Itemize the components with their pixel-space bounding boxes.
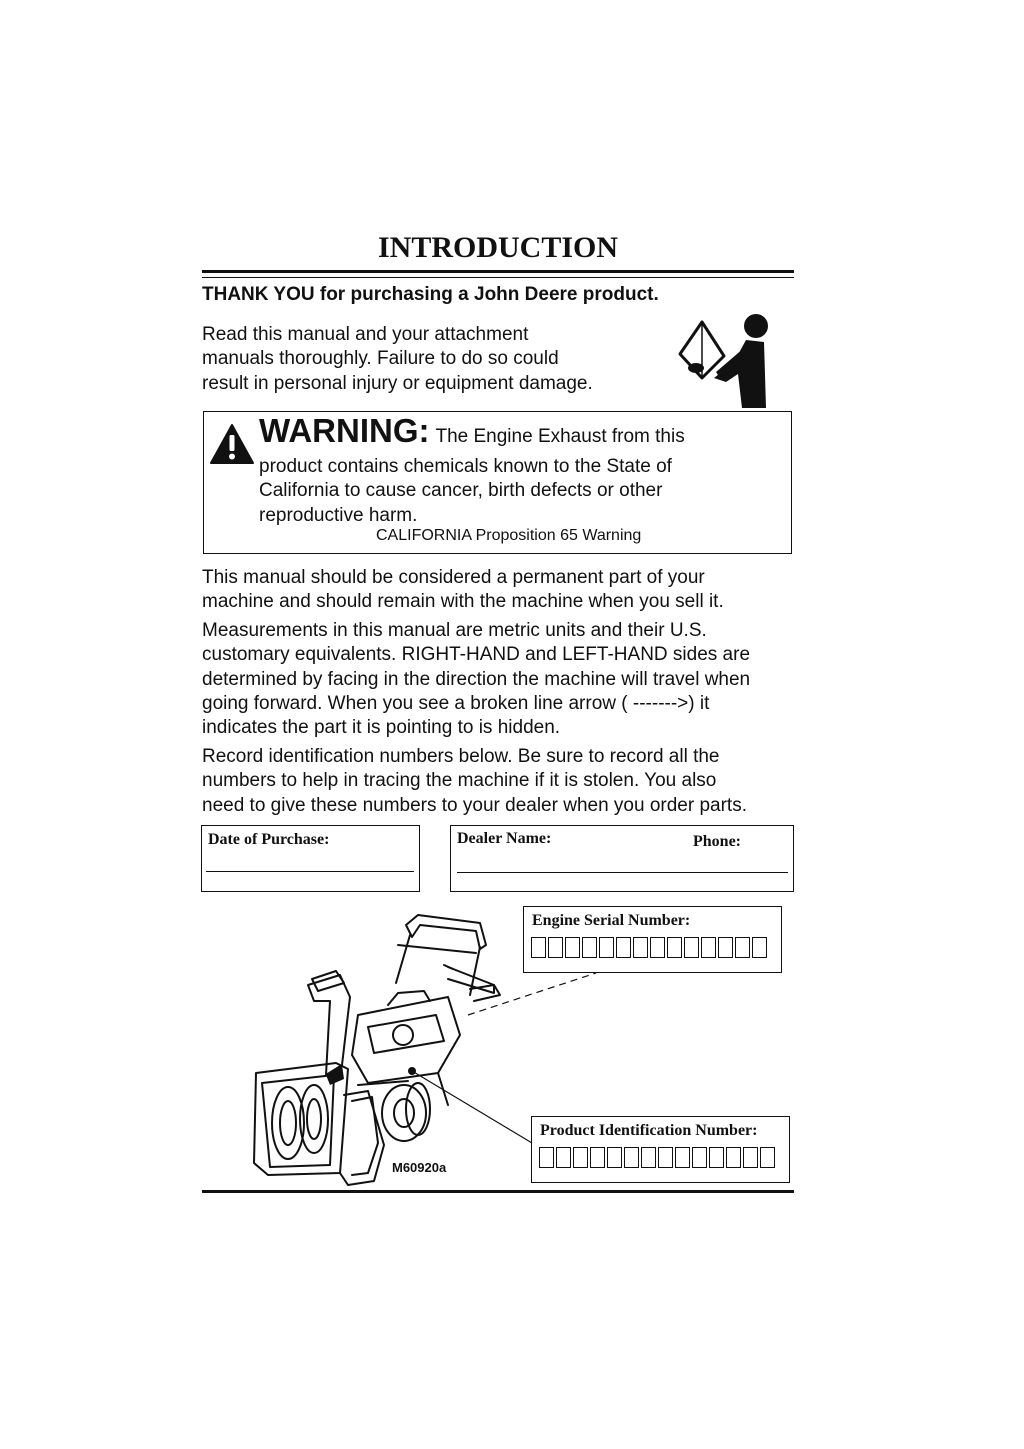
title-double-rule (202, 270, 794, 278)
warning-line: reproductive harm. (259, 504, 418, 526)
figure-code: M60920a (392, 1160, 447, 1175)
warning-line: California to cause cancer, birth defects or other (259, 480, 663, 502)
serial-cell (539, 1147, 554, 1168)
serial-cell (726, 1147, 741, 1168)
phone-label: Phone: (693, 833, 741, 850)
thank-you-text: THANK YOU for purchasing a John Deere product. (202, 284, 659, 305)
body-line: going forward. When you see a broken line arrow ( ------->) it (202, 692, 710, 714)
warning-text (259, 413, 685, 528)
serial-cell (760, 1147, 775, 1168)
serial-cell (556, 1147, 571, 1168)
body-line: customary equivalents. RIGHT-HAND and LEFT-HAND sides are (202, 644, 751, 666)
warning-line: product contains chemicals known to the State of (259, 456, 672, 477)
serial-cell (548, 937, 563, 958)
serial-cell (599, 937, 614, 958)
warning-label: WARNING: (259, 412, 430, 449)
paragraph-measurements (202, 619, 750, 740)
serial-cell (667, 937, 682, 958)
engine-serial-label: Engine Serial Number: (532, 912, 691, 929)
serial-cell (701, 937, 716, 958)
intro-line: result in personal injury or equipment damage. (202, 372, 593, 394)
body-line: machine and should remain with the machine when you sell it. (202, 591, 724, 613)
serial-cell (735, 937, 750, 958)
date-of-purchase-field[interactable] (206, 871, 414, 872)
serial-cell (743, 1147, 758, 1168)
date-of-purchase-label: Date of Purchase: (208, 831, 330, 848)
serial-cell (565, 937, 580, 958)
product-id-label: Product Identification Number: (540, 1122, 758, 1139)
serial-cell (692, 1147, 707, 1168)
dealer-name-field[interactable] (457, 872, 788, 873)
warning-line: The Engine Exhaust from this (435, 426, 685, 447)
serial-cell (658, 1147, 673, 1168)
serial-cell (709, 1147, 724, 1168)
dealer-name-label: Dealer Name: (457, 830, 552, 847)
body-line: numbers to help in tracing the machine if it is stolen. You also (202, 770, 717, 792)
serial-cell (624, 1147, 639, 1168)
prop65-caption: CALIFORNIA Proposition 65 Warning (376, 527, 642, 544)
serial-cell (607, 1147, 622, 1168)
engine-serial-field[interactable] (531, 937, 767, 958)
body-line: need to give these numbers to your dealer when you order parts. (202, 794, 747, 816)
serial-cell (675, 1147, 690, 1168)
serial-cell (590, 1147, 605, 1168)
page-title: INTRODUCTION (377, 231, 619, 264)
paragraph-permanent-part (202, 566, 724, 615)
serial-cell (752, 937, 767, 958)
warning-triangle-icon (209, 423, 255, 465)
intro-paragraph (202, 323, 593, 396)
intro-line: manuals thoroughly. Failure to do so could (202, 348, 559, 370)
serial-cell (531, 937, 546, 958)
body-line: This manual should be considered a permanent part of your (202, 567, 705, 588)
body-line: Record identification numbers below. Be sure to record all the (202, 746, 720, 767)
serial-cell (573, 1147, 588, 1168)
serial-cell (616, 937, 631, 958)
serial-cell (582, 937, 597, 958)
body-line: Measurements in this manual are metric units and their U.S. (202, 620, 707, 641)
body-line: determined by facing in the direction the machine will travel when (202, 668, 751, 690)
person-reading-manual-icon (676, 312, 772, 410)
serial-cell (633, 937, 648, 958)
paragraph-record-numbers (202, 745, 747, 818)
serial-cell (641, 1147, 656, 1168)
product-id-field[interactable] (539, 1147, 775, 1168)
body-line: indicates the part it is pointing to is hidden. (202, 717, 561, 739)
serial-cell (684, 937, 699, 958)
bottom-rule (202, 1190, 794, 1193)
serial-cell (650, 937, 665, 958)
serial-cell (718, 937, 733, 958)
intro-line: Read this manual and your attachment (202, 324, 529, 345)
